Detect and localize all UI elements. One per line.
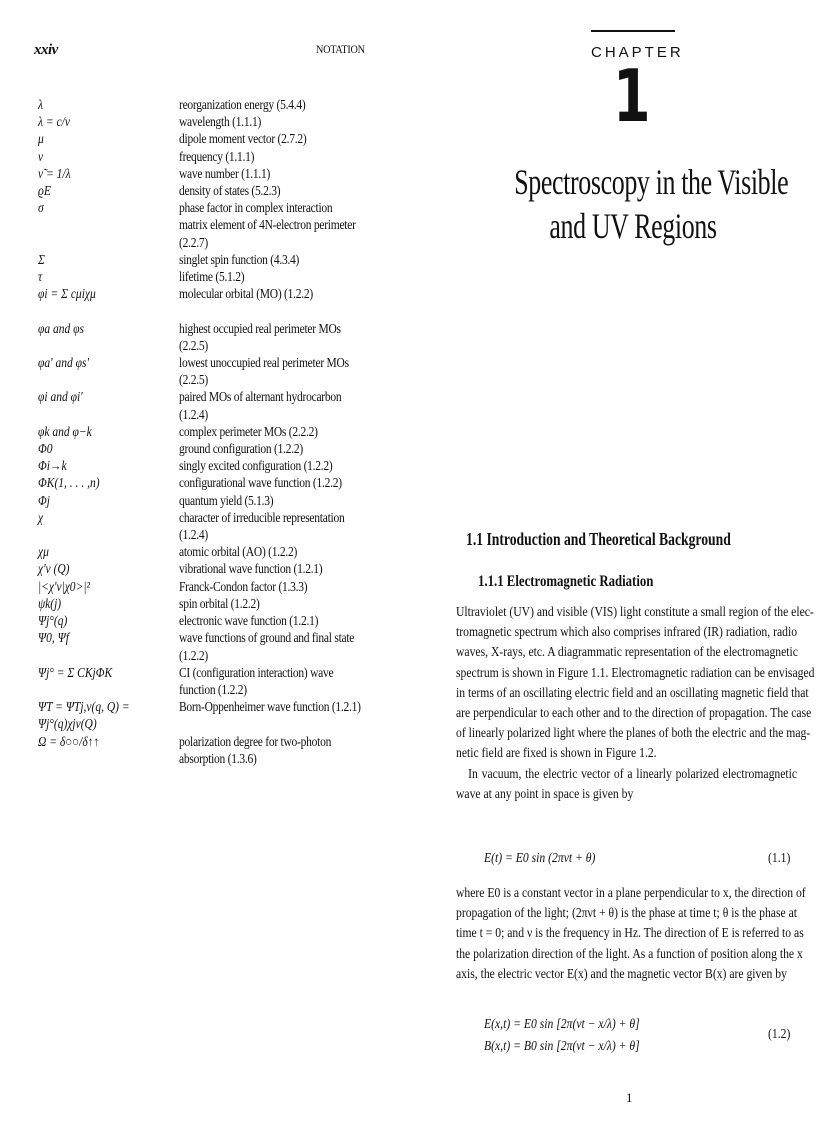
running-head: NOTATION: [316, 42, 365, 56]
description-line: paired MOs of alternant hydrocarbon: [179, 389, 342, 405]
notation-description: [179, 148, 354, 165]
notation-description: [179, 199, 354, 251]
notation-description: [179, 388, 354, 422]
description-line: matrix element of 4N-electron perimeter: [179, 217, 356, 233]
notation-description: [179, 285, 354, 319]
description-line: highest occupied real perimeter MOs: [179, 320, 341, 336]
notation-symbol: λ = c/ν: [38, 114, 70, 130]
notation-description: [179, 113, 354, 130]
paragraph-3: [456, 883, 806, 984]
notation-description: [179, 354, 354, 388]
equation-1-1: E(t) = E0 sin (2πνt + θ): [484, 850, 596, 865]
notation-row: [38, 664, 383, 698]
notation-description: [179, 733, 354, 767]
page-number: xxiv: [34, 42, 58, 58]
text-line: in terms of an oscillating electric field and an oscillating magnetic field that: [456, 684, 809, 700]
notation-row: [38, 560, 383, 577]
description-line: (1.2.4): [179, 406, 208, 422]
description-line: reorganization energy (5.4.4): [179, 97, 306, 112]
notation-row: [38, 148, 383, 165]
chapter-title: [514, 160, 789, 248]
notation-row: [38, 474, 383, 491]
notation-list: [38, 96, 383, 767]
notation-row: [38, 423, 383, 440]
notation-symbol: φk and φ−k: [38, 423, 92, 439]
folio: 1: [626, 1090, 633, 1105]
description-line: complex perimeter MOs (2.2.2): [179, 423, 318, 439]
equation-1-2b: B(x,t) = B0 sin [2π(νt − x/λ) + θ]: [484, 1038, 640, 1053]
right-page: [408, 0, 816, 1123]
chapter-title-line: and UV Regions: [549, 206, 717, 246]
notation-row: [38, 320, 383, 354]
description-line: Franck-Condon factor (1.3.3): [179, 578, 308, 594]
text-line: Ultraviolet (UV) and visible (VIS) light constitute a small region of the elec-: [456, 604, 814, 619]
notation-description: [179, 251, 354, 268]
notation-row: [38, 698, 383, 715]
notation-description: [179, 509, 354, 543]
section-heading: 1.1 Introduction and Theoretical Background: [466, 529, 731, 549]
notation-row: [38, 388, 383, 422]
chapter-label: CHAPTER: [591, 44, 684, 61]
notation-description: [179, 96, 354, 113]
notation-description: [179, 423, 354, 440]
notation-description: [179, 457, 354, 474]
notation-row: [38, 492, 383, 509]
notation-symbol: ϱE: [38, 183, 51, 199]
notation-symbol: φi = Σ cμiχμ: [38, 286, 96, 302]
description-line: polarization degree for two-photon: [179, 733, 332, 749]
notation-symbol: ν̃ = 1/λ: [38, 165, 71, 181]
notation-description: [179, 578, 354, 595]
notation-symbol: σ: [38, 200, 44, 216]
description-line: singlet spin function (4.3.4): [179, 251, 300, 267]
description-line: dipole moment vector (2.7.2): [179, 131, 307, 147]
notation-description: [179, 182, 354, 199]
description-line: function (1.2.2): [179, 681, 247, 697]
text-line: In vacuum, the electric vector of a linearly polarized electromagnetic: [468, 765, 798, 781]
description-line: density of states (5.2.3): [179, 183, 281, 199]
notation-description: [179, 664, 354, 698]
notation-symbol: ΨT = ΨTj,v(q, Q) =: [38, 699, 130, 715]
description-line: phase factor in complex interaction: [179, 200, 333, 216]
description-line: CI (configuration interaction) wave: [179, 664, 334, 680]
notation-symbol: χμ: [38, 544, 49, 560]
notation-row: [38, 578, 383, 595]
text-line: are perpendicular to each other and to the direction of propagation. The case: [456, 705, 812, 721]
notation-symbol: Φ0: [38, 441, 53, 457]
notation-symbol: Ψ0, Ψf: [38, 630, 69, 646]
notation-row: [38, 543, 383, 560]
description-line: lowest unoccupied real perimeter MOs: [179, 355, 349, 371]
notation-description: [179, 612, 354, 629]
notation-row: [38, 165, 383, 182]
notation-symbol: Ω = δ○○/δ↑↑: [38, 733, 100, 749]
notation-symbol: χ: [38, 509, 44, 525]
description-line: (1.2.4): [179, 527, 208, 543]
notation-description: [179, 543, 354, 560]
notation-description: [179, 165, 354, 182]
equation-number: (1.2): [768, 1026, 791, 1041]
description-line: (2.2.5): [179, 372, 208, 388]
description-line: (1.2.2): [179, 647, 208, 663]
description-line: [179, 715, 354, 732]
description-line: frequency (1.1.1): [179, 148, 255, 164]
description-line: character of irreducible representation: [179, 509, 345, 525]
notation-row: [38, 715, 383, 732]
description-line: configurational wave function (1.2.2): [179, 475, 342, 491]
notation-symbol: ν: [38, 148, 44, 164]
description-line: ground configuration (1.2.2): [179, 441, 303, 457]
description-line: wave functions of ground and final state: [179, 630, 355, 646]
notation-symbol: Ψj° = Σ CKjΦK: [38, 664, 113, 680]
notation-symbol: χ'v (Q): [38, 561, 70, 577]
notation-symbol: Φj: [38, 492, 50, 508]
description-line: quantum yield (5.1.3): [179, 492, 274, 508]
notation-row: [38, 268, 383, 285]
text-line: tromagnetic spectrum which also comprises infrared (IR) radiation, radio: [456, 624, 798, 640]
description-line: electronic wave function (1.2.1): [179, 613, 319, 629]
notation-symbol: Ψj°(q): [38, 613, 68, 629]
notation-description: [179, 440, 354, 457]
equation-1-2a: E(x,t) = E0 sin [2π(νt − x/λ) + θ]: [484, 1016, 640, 1031]
description-line: spin orbital (1.2.2): [179, 595, 260, 611]
description-line: molecular orbital (MO) (1.2.2): [179, 286, 313, 302]
text-line: netic field are fixed is shown in Figure 1.2.: [456, 745, 657, 761]
notation-row: [38, 96, 383, 113]
description-line: lifetime (5.1.2): [179, 269, 245, 285]
notation-symbol: φa' and φs': [38, 355, 89, 371]
notation-symbol: λ: [38, 97, 43, 112]
notation-row: [38, 130, 383, 147]
notation-symbol: |<χ'v|χ0>|²: [38, 578, 90, 594]
chapter-rule: [591, 30, 675, 32]
notation-row: [38, 457, 383, 474]
text-line: of linearly polarized light where the planes of both the electric and the mag-: [456, 725, 811, 741]
subsection-heading: 1.1.1 Electromagnetic Radiation: [478, 573, 654, 590]
text-line: waves, X-rays, etc. A diagrammatic representation of the electromagnetic: [456, 644, 798, 660]
notation-description: [179, 560, 354, 577]
notation-row: [38, 251, 383, 268]
notation-symbol: μ: [38, 131, 44, 147]
description-line: atomic orbital (AO) (1.2.2): [179, 544, 298, 560]
description-line: (2.2.5): [179, 337, 208, 353]
notation-row: [38, 612, 383, 629]
description-line: vibrational wave function (1.2.1): [179, 561, 323, 577]
chapter-title-line: Spectroscopy in the Visible: [514, 162, 789, 202]
notation-description: [179, 698, 361, 715]
text-line: spectrum is shown in Figure 1.1. Electromagnetic radiation can be envisaged: [456, 664, 815, 680]
notation-description: [179, 474, 354, 491]
notation-description: [179, 130, 354, 147]
notation-row: [38, 629, 383, 663]
notation-description: [179, 268, 354, 285]
chapter-number: 1: [613, 54, 651, 138]
notation-symbol: Φi→k: [38, 458, 67, 474]
notation-row: [38, 509, 383, 543]
notation-symbol: Σ: [38, 251, 45, 267]
notation-symbol: ψk(j): [38, 595, 62, 611]
notation-symbol: φa and φs: [38, 320, 85, 336]
notation-symbol: τ: [38, 269, 43, 285]
notation-description: [179, 715, 354, 732]
text-line: the polarization direction of the light. As a function of position along the x: [456, 945, 803, 961]
notation-row: [38, 440, 383, 457]
notation-symbol: ΦK(1, . . . ,n): [38, 475, 100, 491]
equation-number: (1.1): [768, 850, 791, 865]
description-line: absorption (1.3.6): [179, 750, 257, 766]
notation-description: [179, 595, 354, 612]
notation-symbol: Ψj°(q)χjv(Q): [38, 716, 97, 732]
text-line: where E0 is a constant vector in a plane perpendicular to x, the direction of: [456, 885, 806, 900]
description-line: (2.2.7): [179, 234, 208, 250]
description-line: wave number (1.1.1): [179, 165, 271, 181]
notation-row: [38, 182, 383, 199]
notation-description: [179, 492, 354, 509]
notation-row: [38, 354, 383, 388]
notation-row: [38, 113, 383, 130]
notation-description: [179, 629, 354, 663]
notation-symbol: φi and φi': [38, 389, 83, 405]
description-line: Born-Oppenheimer wave function (1.2.1): [179, 699, 361, 715]
text-line: axis, the electric vector E(x) and the magnetic vector B(x) are given by: [456, 965, 787, 981]
notation-row: [38, 285, 383, 319]
description-line: [179, 302, 354, 319]
description-line: wavelength (1.1.1): [179, 114, 262, 130]
description-line: singly excited configuration (1.2.2): [179, 458, 333, 474]
notation-row: [38, 595, 383, 612]
paragraph-1: [456, 602, 815, 804]
text-line: wave at any point in space is given by: [456, 785, 634, 801]
text-line: time t = 0; and ν is the frequency in Hz. The direction of E is referred to as: [456, 925, 804, 941]
text-line: propagation of the light; (2πνt + θ) is the phase at time t; θ is the phase at: [456, 905, 798, 921]
notation-description: [179, 320, 354, 354]
notation-row: [38, 199, 383, 251]
notation-row: [38, 733, 383, 767]
